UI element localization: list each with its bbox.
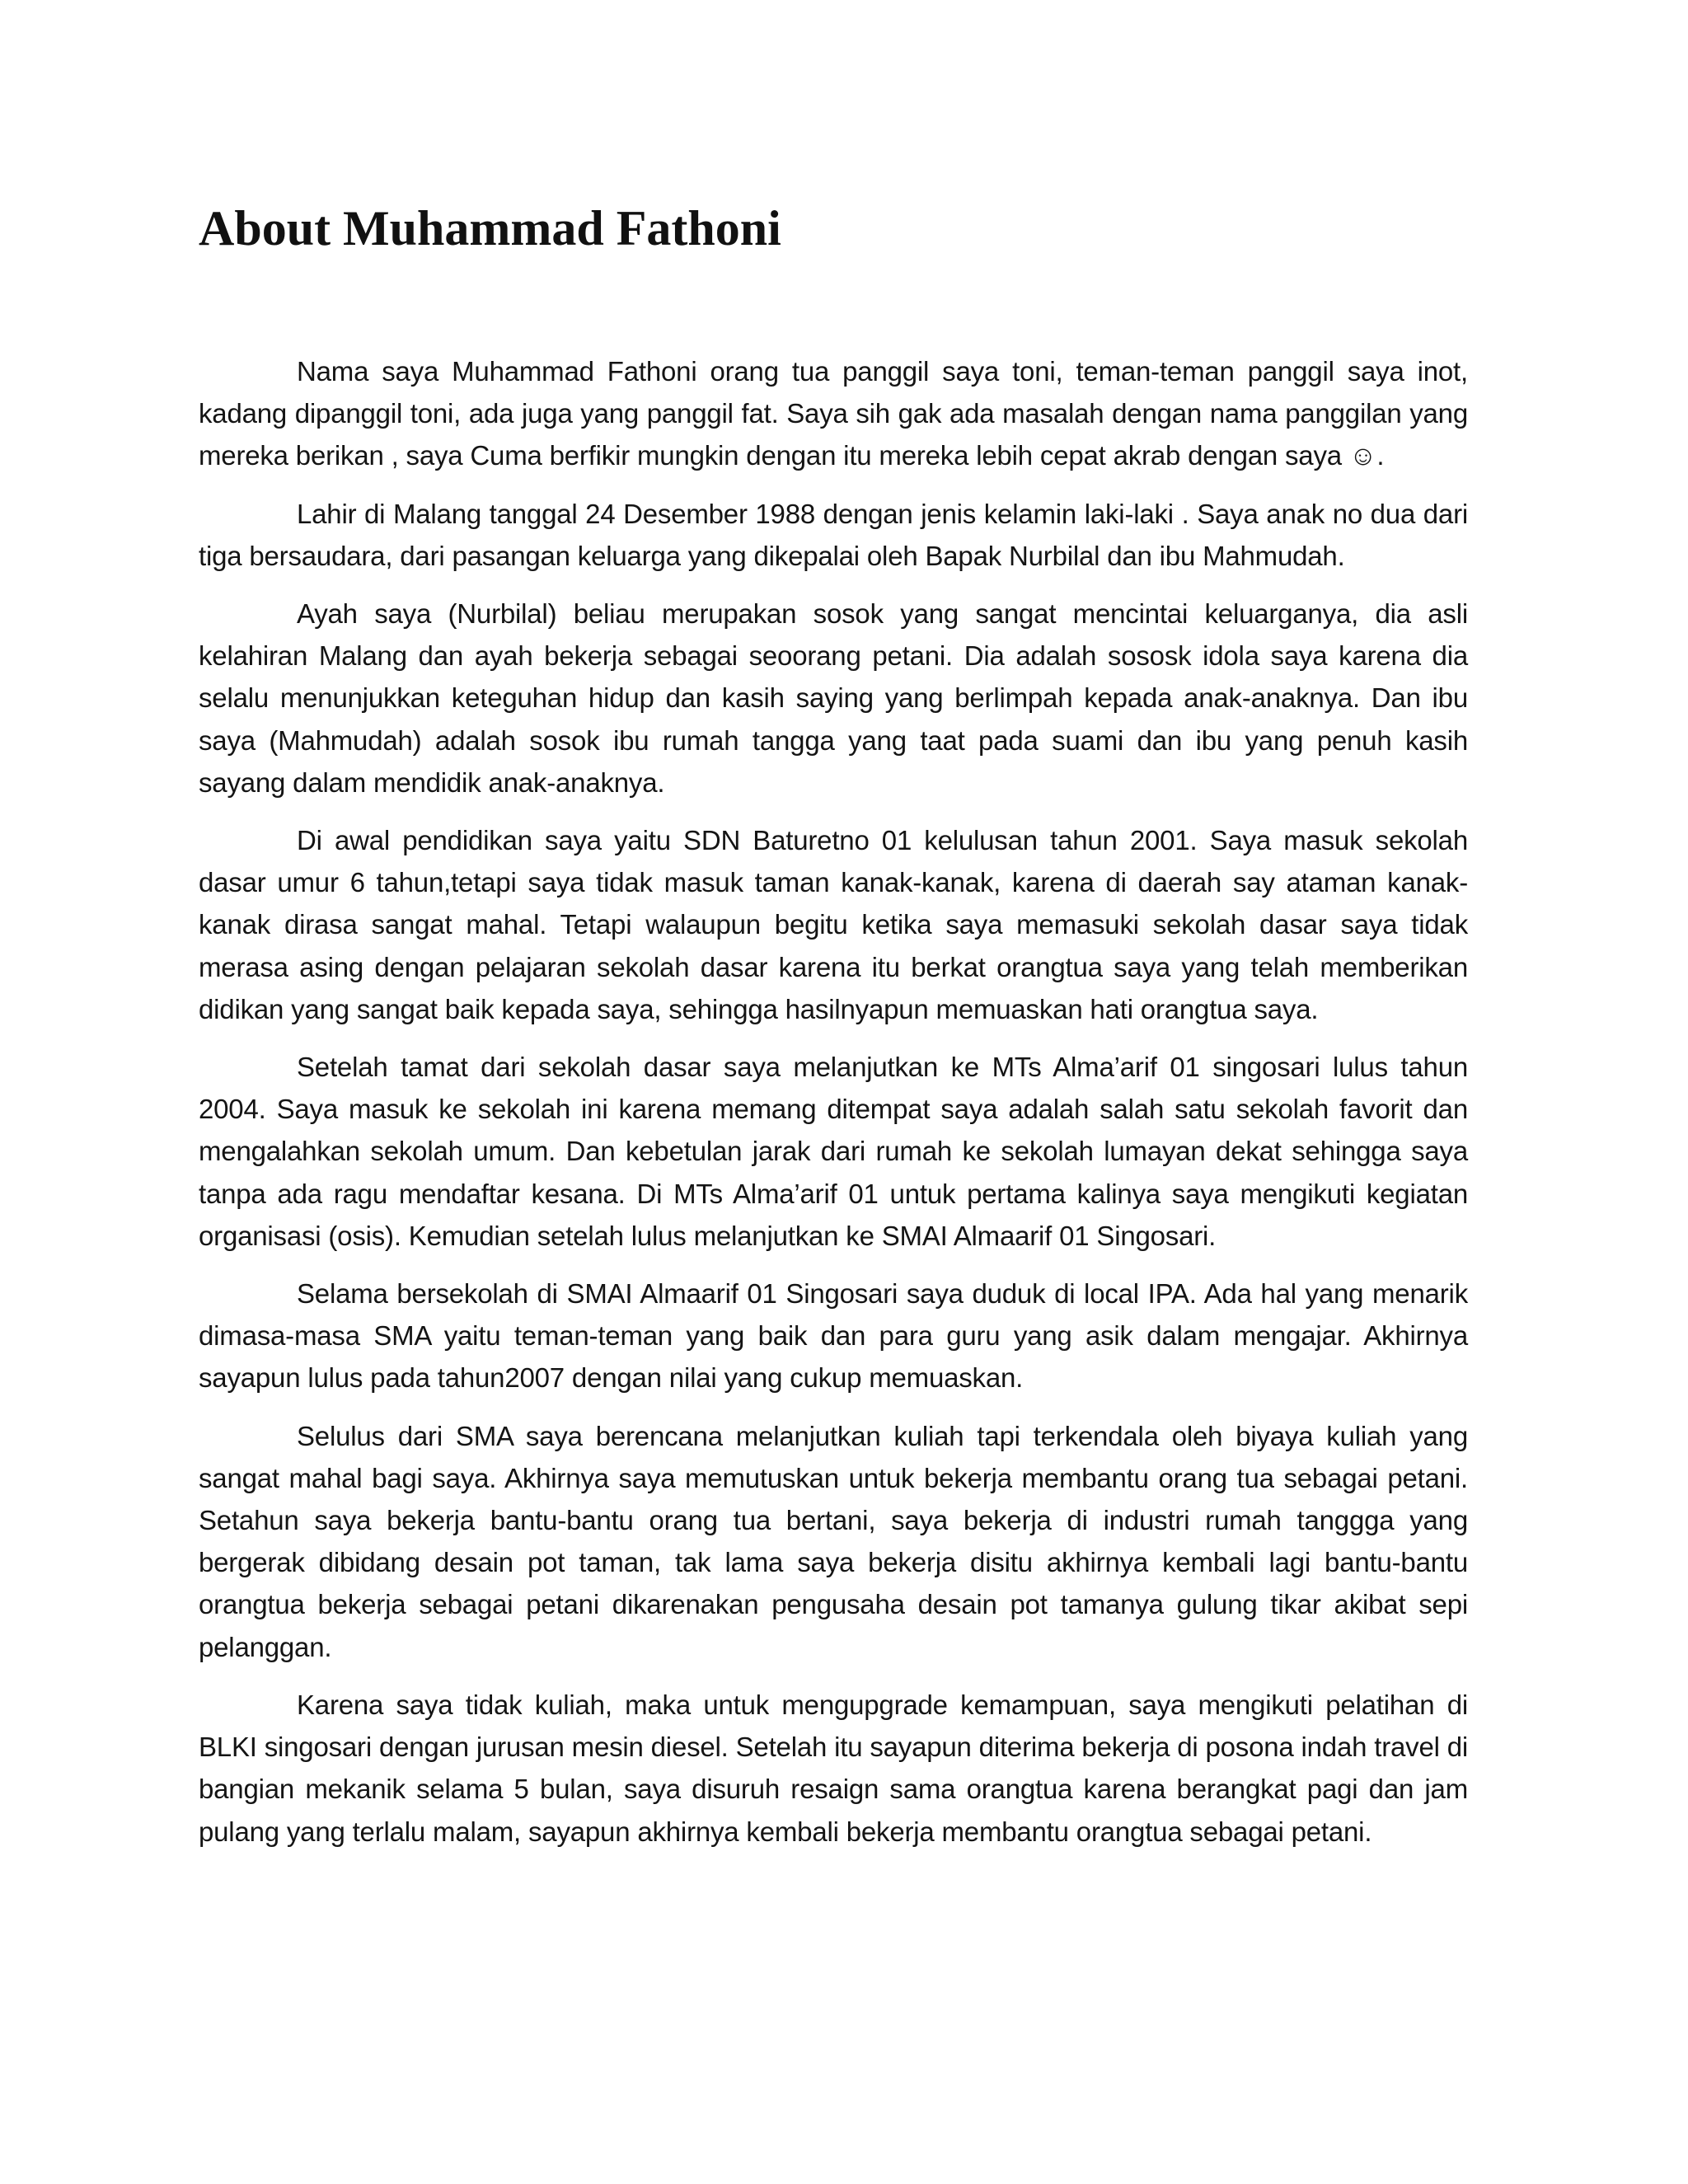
- paragraph-junior-high: Setelah tamat dari sekolah dasar saya melanjutkan ke MTs Alma’arif 01 singosari lulus tahun 2004. Saya masuk ke sekolah ini karena memang ditempat saya adalah salah satu sekolah favorit dan mengalahkan sekolah umum. Dan kebetulan jarak dari rumah ke sekolah lumayan dekat sehingga saya tanpa ada ragu mendaftar kesana. Di MTs Alma’arif 01 untuk pertama kalinya saya mengikuti kegiatan organisasi (osis). Kemudian setelah lulus melanjutkan ke SMAI Almaarif 01 Singosari.: [199, 1052, 1468, 1251]
- paragraph-birth: Lahir di Malang tanggal 24 Desember 1988 dengan jenis kelamin laki-laki . Saya anak no dua dari tiga bersaudara, dari pasangan keluarga yang dikepalai oleh Bapak Nurbilal dan ibu Mahmudah.: [199, 498, 1468, 571]
- page-title: About Muhammad Fathoni: [199, 201, 781, 255]
- paragraph-elementary-school: Di awal pendidikan saya yaitu SDN Baturetno 01 kelulusan tahun 2001. Saya masuk sekolah dasar umur 6 tahun,tetapi saya tidak masuk taman kanak-kanak, karena di daerah say ataman kanak-kanak dirasa sangat mahal. Tetapi walaupun begitu ketika saya memasuki sekolah dasar saya tidak merasa asing dengan pelajaran sekolah dasar karena itu berkat orangtua saya yang telah memberikan didikan yang sangat baik kepada saya, sehingga hasilnyapun memuaskan hati orangtua saya.: [199, 825, 1468, 1024]
- paragraph-name: Nama saya Muhammad Fathoni orang tua panggil saya toni, teman-teman panggil saya inot, kadang dipanggil toni, ada juga yang panggil fat. Saya sih gak ada masalah dengan nama panggilan yang mereka berikan , saya Cuma berfikir mungkin dengan itu mereka lebih cepat akrab dengan saya ☺.: [199, 356, 1468, 471]
- paragraph-after-graduation: Selulus dari SMA saya berencana melanjutkan kuliah tapi terkendala oleh biyaya kuliah yang sangat mahal bagi saya. Akhirnya saya memutuskan untuk bekerja membantu orang tua sebagai petani. Setahun saya bekerja bantu-bantu orang tua bertani, saya bekerja di industri rumah tanggga yang bergerak dibidang desain pot taman, tak lama saya bekerja disitu akhirnya kembali lagi bantu-bantu orangtua bekerja sebagai petani dikarenakan pengusaha desain pot tamanya gulung tikar akibat sepi pelanggan.: [199, 1420, 1468, 1662]
- document-body: [199, 350, 1468, 1868]
- paragraph-senior-high: Selama bersekolah di SMAI Almaarif 01 Singosari saya duduk di local IPA. Ada hal yang menarik dimasa-masa SMA yaitu teman-teman yang baik dan para guru yang asik dalam mengajar. Akhirnya sayapun lulus pada tahun2007 dengan nilai yang cukup memuaskan.: [199, 1278, 1468, 1394]
- paragraph-parents: Ayah saya (Nurbilal) beliau merupakan sosok yang sangat mencintai keluarganya, dia asli kelahiran Malang dan ayah bekerja sebagai seoorang petani. Dia adalah sososk idola saya karena dia selalu menunjukkan keteguhan hidup dan kasih saying yang berlimpah kepada anak-anaknya. Dan ibu saya (Mahmudah) adalah sosok ibu rumah tangga yang taat pada suami dan ibu yang penuh kasih sayang dalam mendidik anak-anaknya.: [199, 598, 1468, 798]
- paragraph-training-work: Karena saya tidak kuliah, maka untuk mengupgrade kemampuan, saya mengikuti pelatihan di BLKI singosari dengan jurusan mesin diesel. Setelah itu sayapun diterima bekerja di posona indah travel di bangian mekanik selama 5 bulan, saya disuruh resaign sama orangtua karena berangkat pagi dan jam pulang yang terlalu malam, sayapun akhirnya kembali bekerja membantu orangtua sebagai petani.: [199, 1689, 1468, 1847]
